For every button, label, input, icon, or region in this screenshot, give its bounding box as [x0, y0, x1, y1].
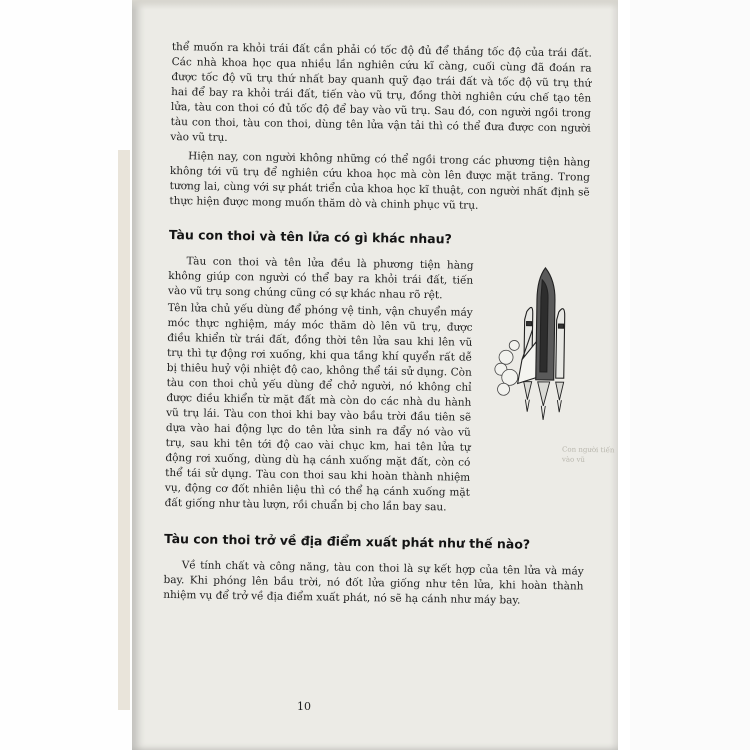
section1-paragraph-1: Tàu con thoi và tên lửa đều là phương tiện hàng không giúp con người có thể bay ra khỏi trái đất, tiến vào vũ trụ song chúng cũng có sự khác nhau rõ rệt. — [167, 255, 474, 302]
section-shuttle-vs-rocket — [165, 254, 589, 518]
engine-flames — [523, 382, 564, 421]
page-number: 10 — [297, 700, 311, 713]
page-shadow — [132, 0, 618, 10]
bleed-through-text: Con người tiến vào vũ — [561, 445, 615, 464]
section-heading-shuttle-vs-rocket: Tàu con thoi và tên lửa có gì khác nhau? — [168, 226, 452, 247]
intro-paragraph-1: thể muốn ra khỏi trái đất cần phải có tốc độ đủ để thắng tốc độ của trái đất. Các nhà khoa học qua nhiều lần nghiên cứu kĩ càng, cuối cùng đã đoán ra được tốc độ vũ trụ thứ nhất bay quanh quỹ đạo trái đất và tốc độ vũ trụ thứ hai để bay ra khỏi trái đất, tiến vào vũ trụ, đồng thời nghiên cứu chế tạo tên lửa, tàu con thoi có đủ tốc độ để bay vào vũ trụ. Sau đó, con người ngồi trong tàu con thoi, tàu con thoi, dùng tên lửa vận tải thì có thể đưa được con người vào vũ trụ. — [170, 40, 592, 144]
section1-paragraph-2: Tên lửa chủ yếu dùng để phóng vệ tinh, vận chuyển máy móc thực nghiệm, máy móc thăm dò lên vũ trụ, được điều khiển từ trái đất, đồng thời tên lửa sau khi lên vũ trụ thì tự động rơi xuống, khi qua tầng khí quyển rất dễ bị thiêu huỷ vội nhiệt độ cao, không thể tái sử dụng. Còn tàu con thoi chủ yếu dùng để chở người, nó không chỉ được điều khiển từ mặt đất mà còn do các nhà du hành vũ trụ lái. Tàu con thoi khi bay vào bầu trời đầu tiên sẽ dựa vào hai động lực do tên lửa sinh ra đẩy nó vào vũ trụ, sau khi tên tới độ cao vài chục km, hai tên lửa tự động rơi xuống, dùng dù hạ cánh xuống mặt đất, còn có thể tái sử dụng. Tàu con thoi sau khi hoàn thành nhiệm vụ, động cơ đốt nhiên liệu thì có thể hạ cánh xuống mặt đất giống như tàu lượn, rồi chuẩn bị cho lần bay sau. — [164, 301, 473, 514]
intro-paragraph-2: Hiện nay, con người không những có thể ngồi trong các phương tiện hàng không tới vũ trụ để nghiên cứu khoa học mà còn lên được mặt trăng. Trong tương lai, cùng với sự phát triển của khoa học kĩ thuật, con người nhất định sẽ thực hiện được mong muốn thăm dò và chinh phục vũ trụ. — [169, 150, 591, 212]
background-right — [630, 0, 750, 750]
section-heading-shuttle-return: Tàu con thoi trở về địa điểm xuất phát như thế nào? — [164, 530, 531, 552]
section2-paragraph-1: Về tính chất và công năng, tàu con thoi là sự kết hợp của tên lửa và máy bay. Khi phóng lên bầu trời, nó đốt lửa giống như tên lửa, khi hoàn thành nhiệm vụ để trở về địa điểm xuất phát, nó sẽ hạ cánh như máy bay. — [163, 559, 584, 607]
shuttle-body — [518, 267, 566, 384]
section-text-column — [165, 254, 474, 516]
adjacent-page-edge — [118, 150, 130, 710]
space-shuttle-illustration — [491, 259, 589, 430]
book-page — [132, 0, 618, 750]
smoke-clouds — [494, 340, 519, 395]
page-content — [163, 40, 592, 614]
background-left — [0, 0, 132, 750]
